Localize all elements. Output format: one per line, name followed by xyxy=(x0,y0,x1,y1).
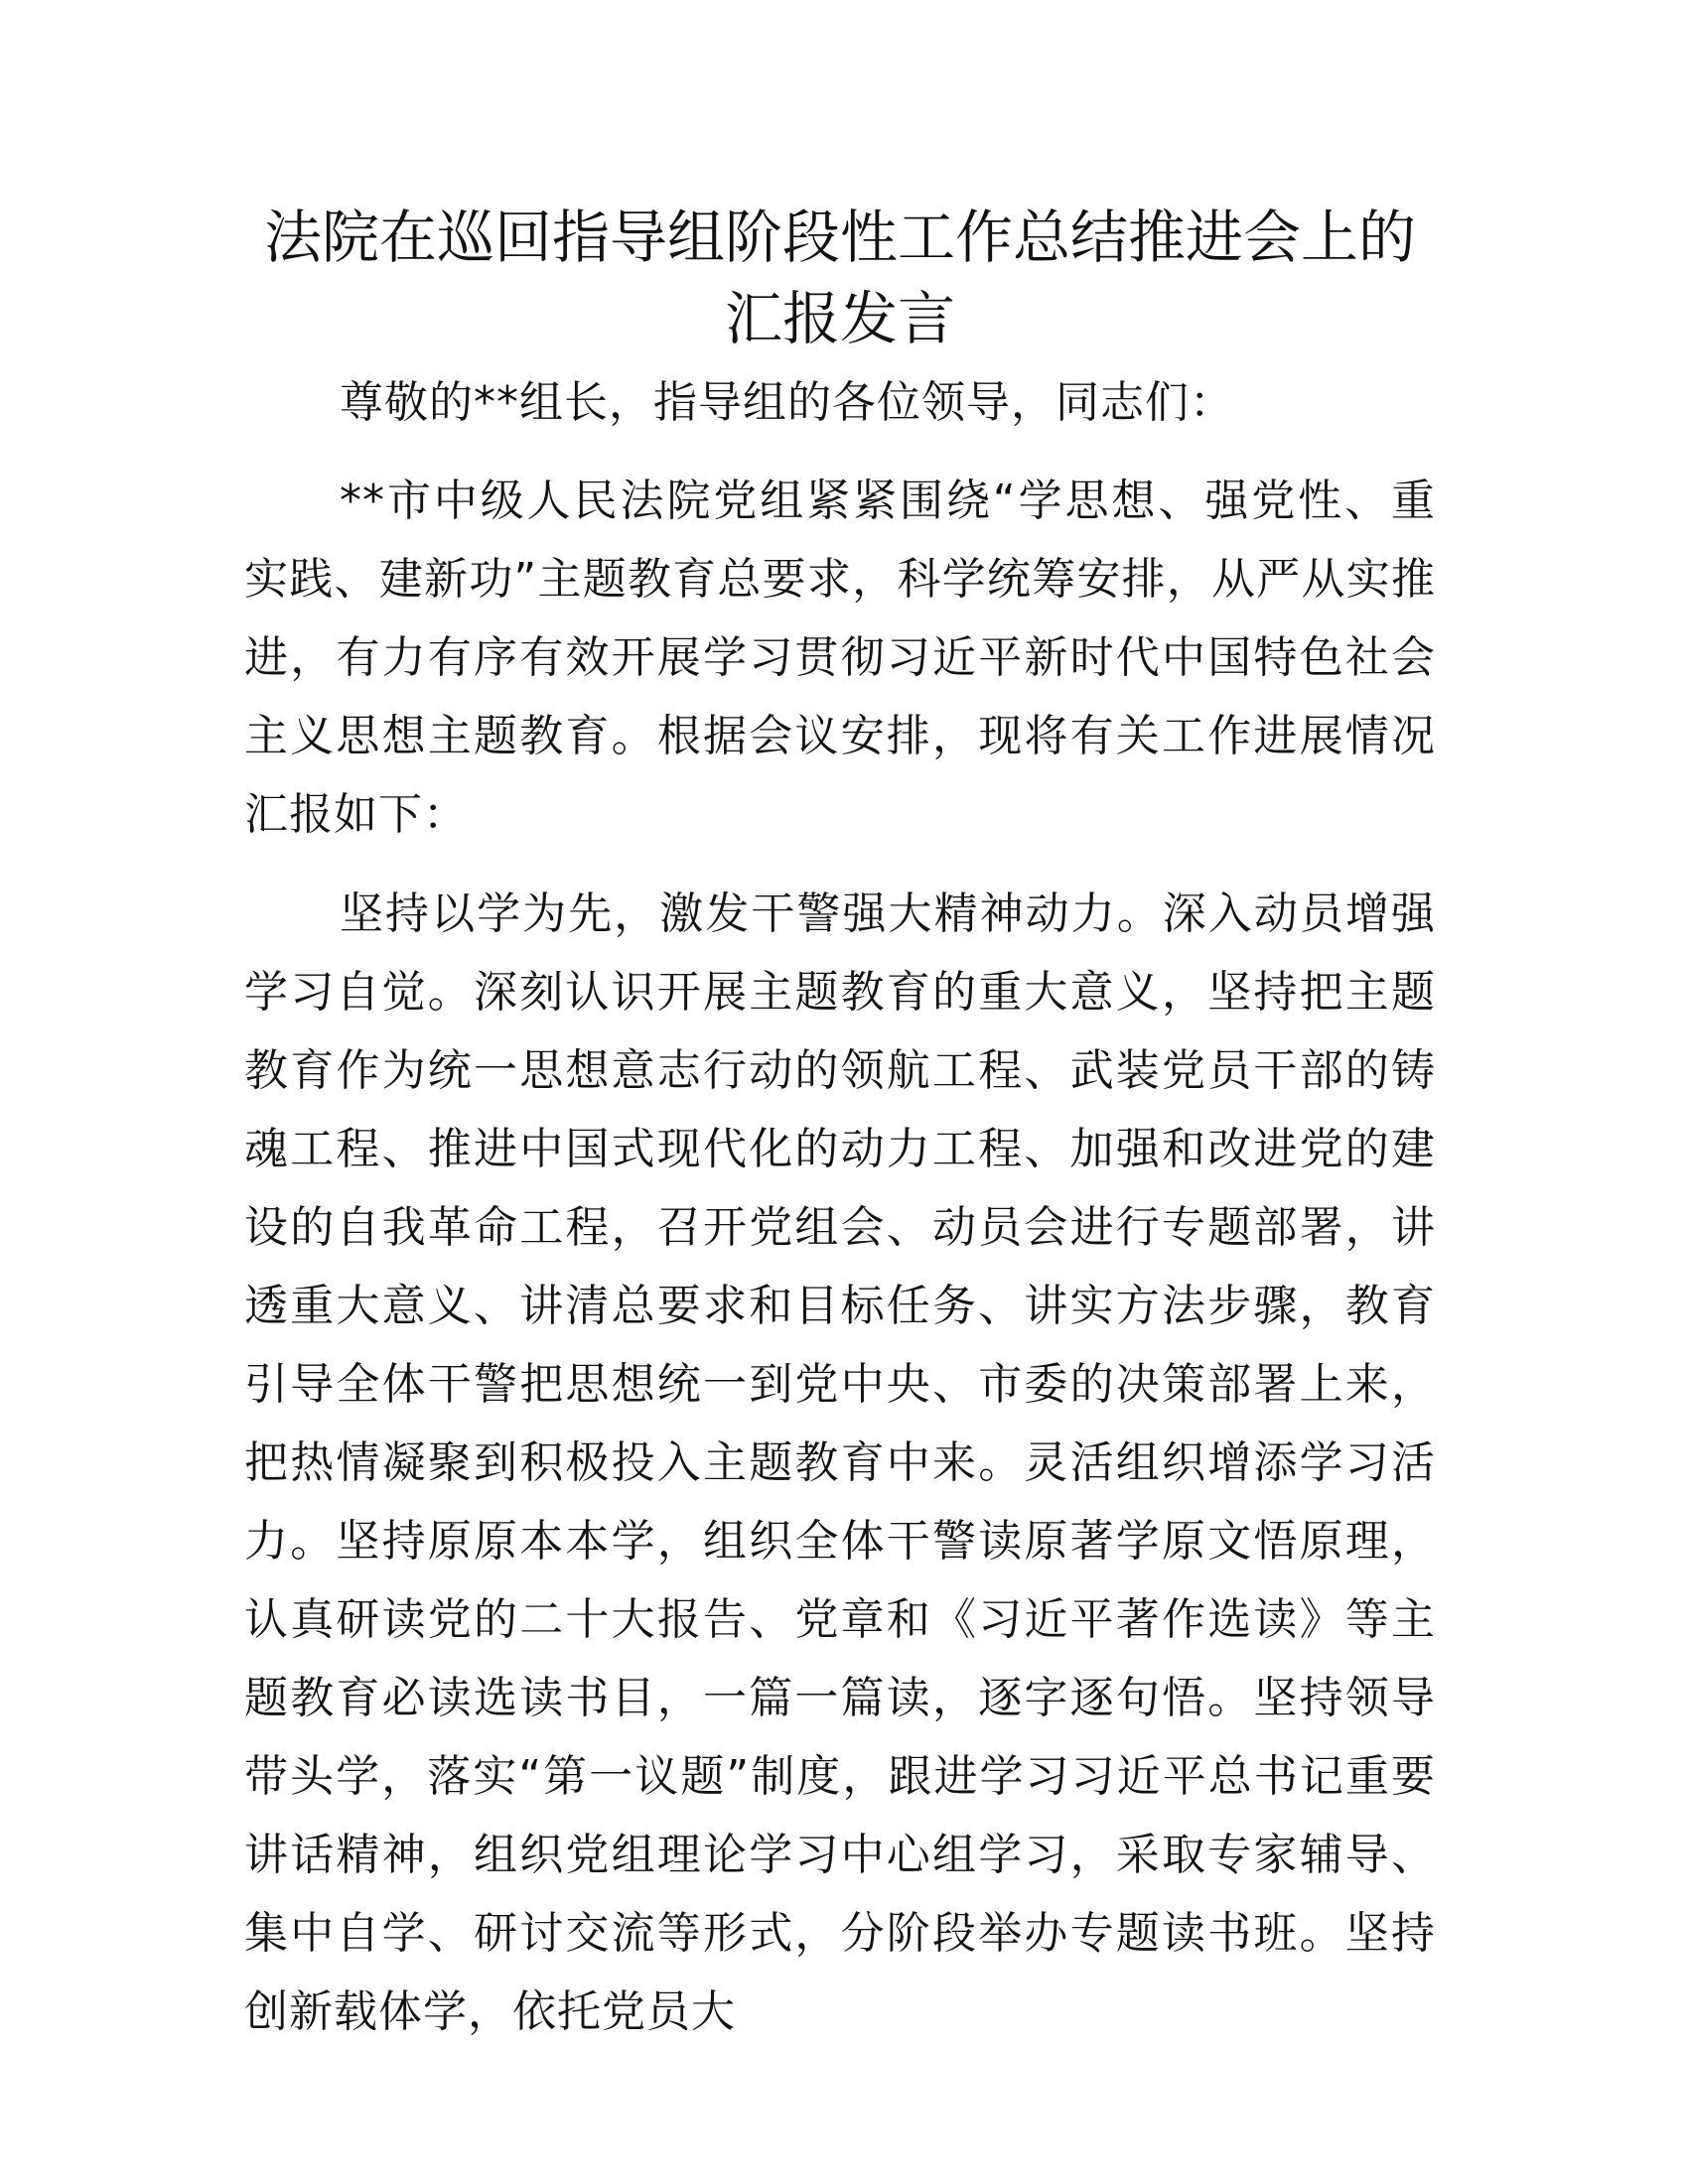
salutation: 尊敬的**组长，指导组的各位领导，同志们： xyxy=(340,377,1234,428)
title-line-1: 法院在巡回指导组阶段性工作总结推进会上的 xyxy=(263,204,1416,271)
title-line-2: 汇报发言 xyxy=(724,285,955,352)
document-title xyxy=(244,197,1436,359)
body-paragraph: 坚持以学为先，激发干警强大精神动力。深入动员增强学习自觉。深刻认识开展主题教育的重大意义，坚持把主题教育作为统一思想意志行动的领航工程、武装党员干部的铸魂工程、推进中国式现代化的动力工程、加强和改进党的建设的自我革命工程，召开党组会、动员会进行专题部署，讲透重大意义、讲清总要求和目标任务、讲实方法步骤，教育引导全体干警把思想统一到党中央、市委的决策部署上来，把热情凝聚到积极投入主题教育中来。灵活组织增添学习活力。坚持原原本本学，组织全体干警读原著学原文悟原理，认真研读党的二十大报告、党章和《习近平著作选读》等主题教育必读选读书目，一篇一篇读，逐字逐句悟。坚持领导带头学，落实“第一议题”制度，跟进学习习近平总书记重要讲话精神，组织党组理论学习中心组学习，采取专家辅导、集中自学、研讨交流等形式，分阶段举办专题读书班。坚持创新载体学，依托党员大 xyxy=(244,888,1436,2037)
document-body xyxy=(244,197,1436,2051)
intro-paragraph: **市中级人民法院党组紧紧围绕“学思想、强党性、重实践、建新功”主题教育总要求，科学统筹安排，从严从实推进，有力有序有效开展学习贯彻习近平新时代中国特色社会主义思想主题教育。根据会议安排，现将有关工作进展情况汇报如下： xyxy=(244,476,1436,840)
